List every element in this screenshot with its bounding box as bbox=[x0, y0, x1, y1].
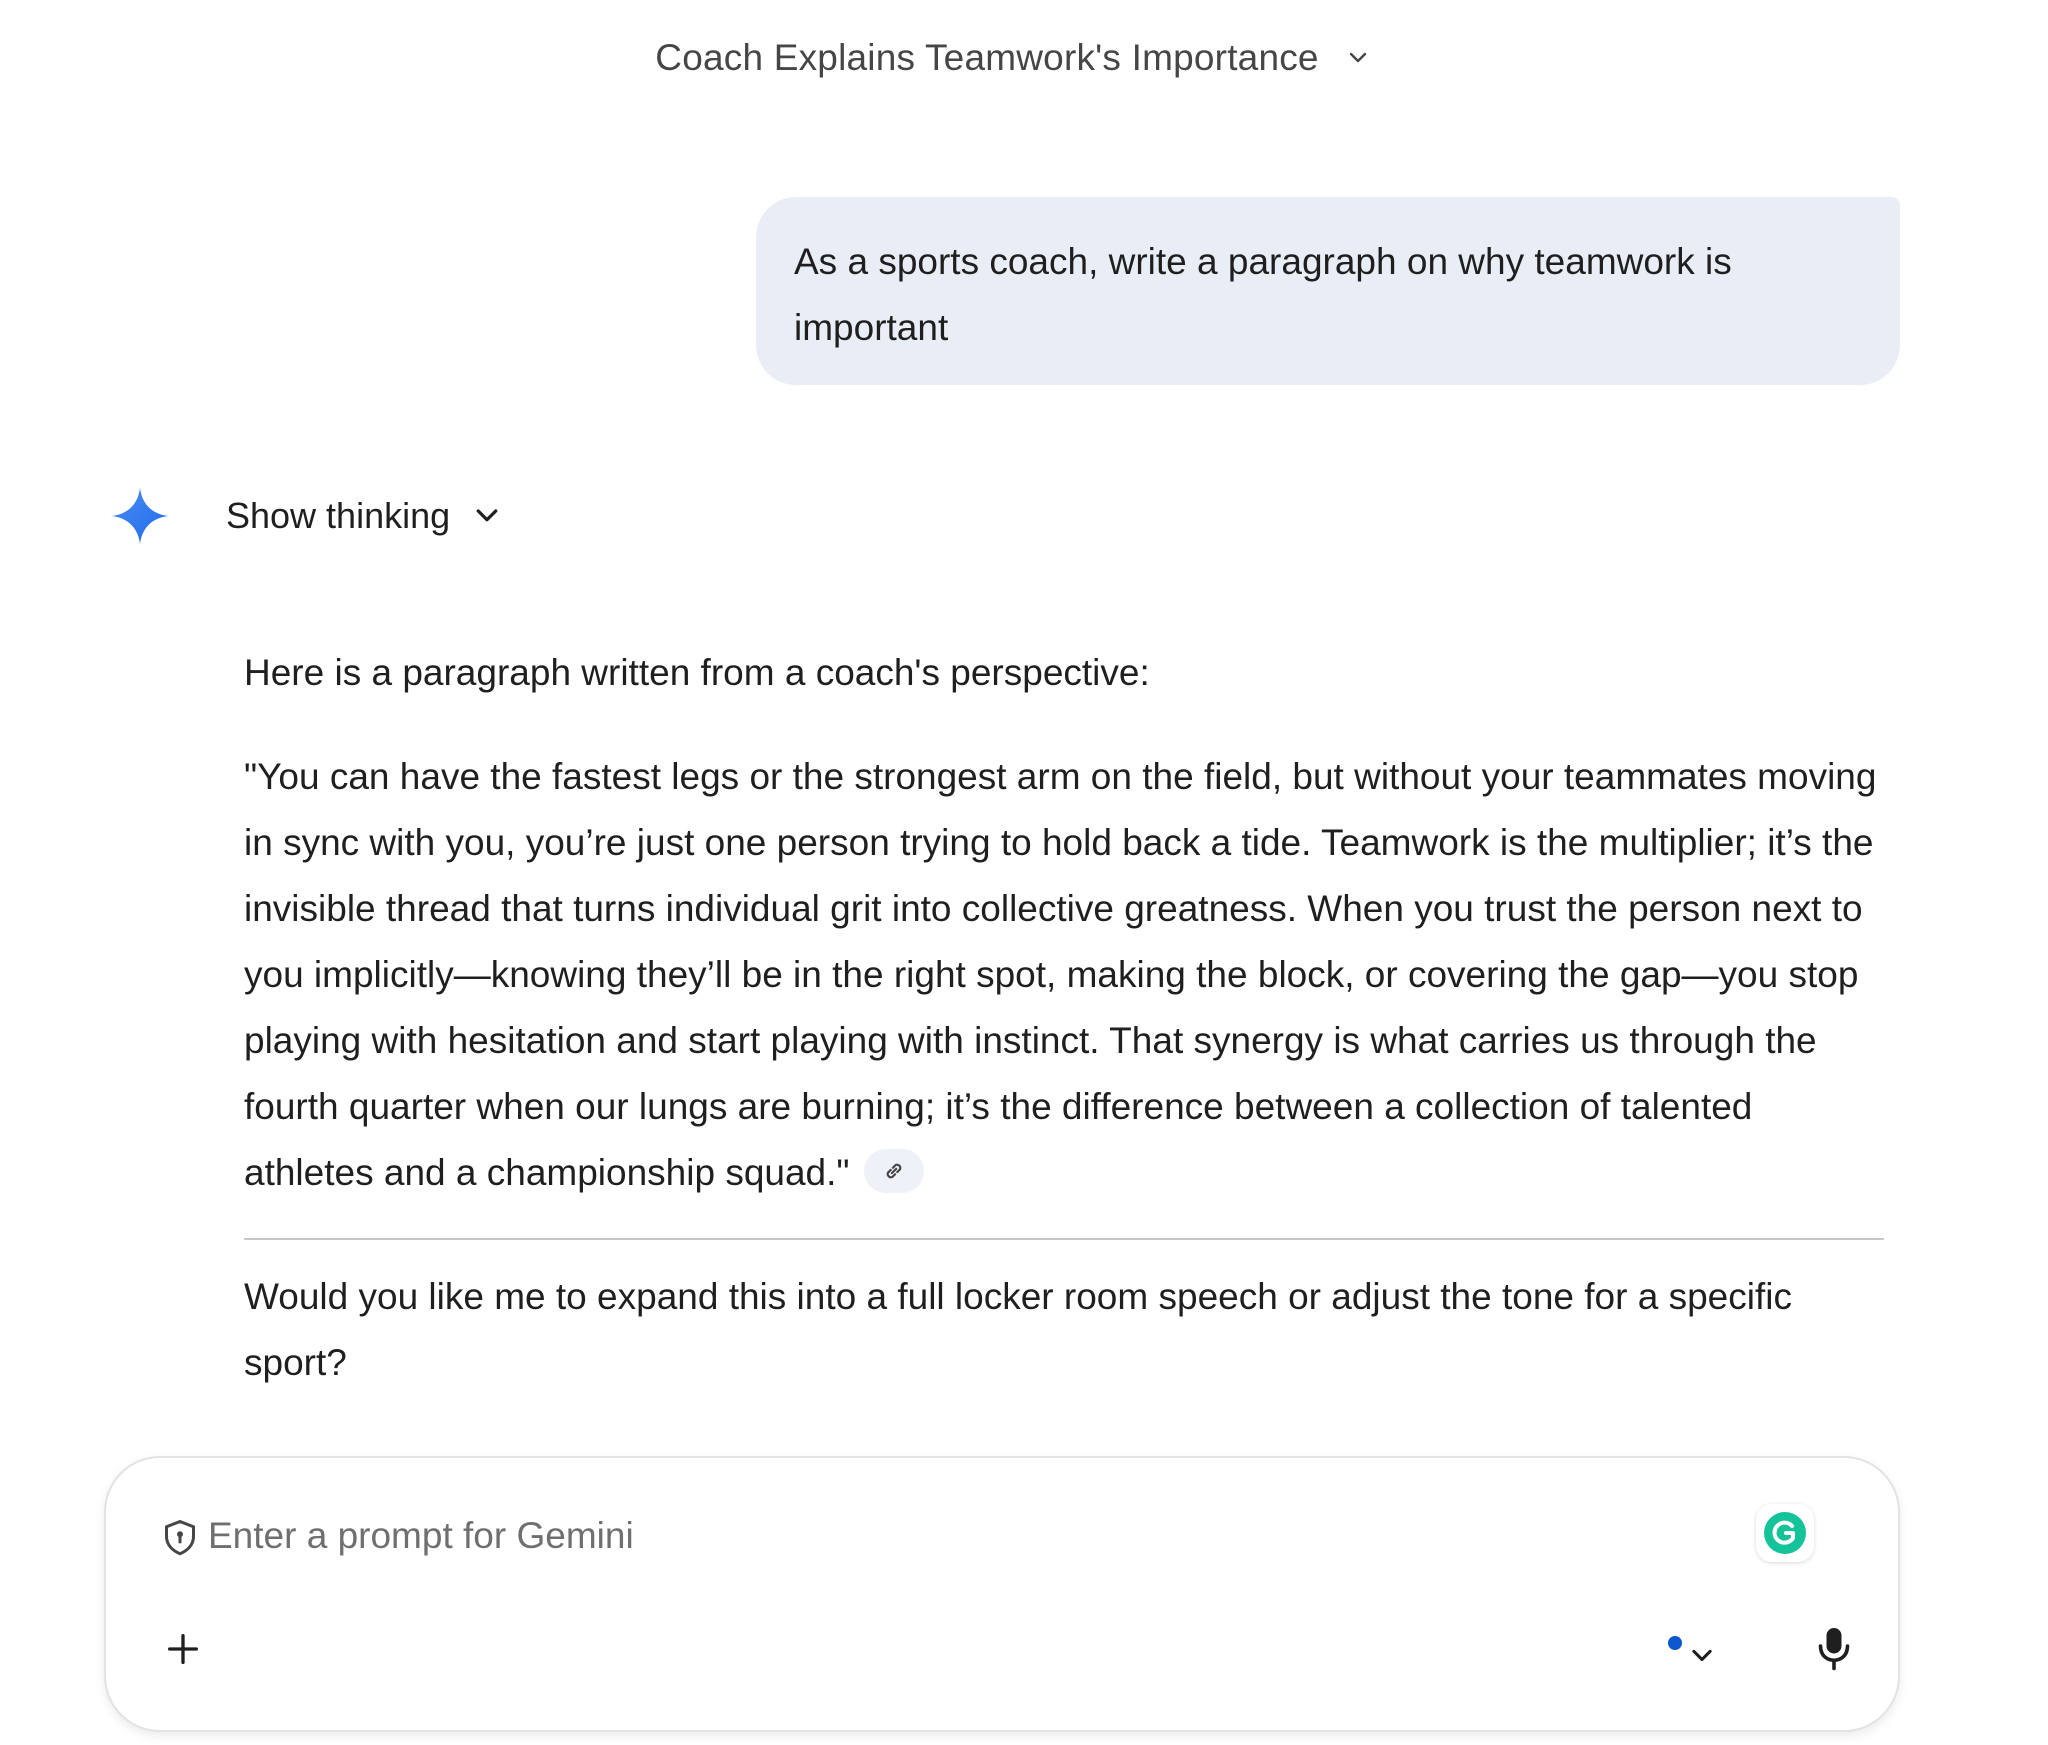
show-thinking-label: Show thinking bbox=[226, 495, 451, 536]
user-message-bubble bbox=[756, 197, 1900, 385]
add-attachment-button[interactable] bbox=[158, 1624, 208, 1674]
shield-icon bbox=[162, 1518, 198, 1558]
user-message-text: As a sports coach, write a paragraph on why teamwork is important bbox=[794, 241, 1732, 348]
mode-indicator-dot bbox=[1668, 1636, 1682, 1650]
response-followup: Would you like me to expand this into a full locker room speech or adjust the tone for a specific sport? bbox=[244, 1276, 1792, 1383]
response-header bbox=[110, 486, 502, 546]
link-icon bbox=[881, 1158, 907, 1184]
grammarly-icon[interactable] bbox=[1756, 1504, 1814, 1562]
model-mode-dropdown[interactable] bbox=[1658, 1630, 1722, 1674]
conversation-header bbox=[0, 30, 2048, 86]
microphone-button[interactable] bbox=[1810, 1622, 1858, 1676]
conversation-title: Coach Explains Teamwork's Importance bbox=[655, 37, 1319, 78]
show-thinking-toggle[interactable] bbox=[226, 495, 502, 537]
response-quote-paragraph bbox=[244, 744, 1884, 1206]
model-response bbox=[244, 640, 1884, 1396]
plus-icon bbox=[163, 1629, 203, 1669]
prompt-input-box bbox=[104, 1456, 1900, 1732]
chevron-down-icon bbox=[1343, 43, 1373, 73]
gemini-spark-icon bbox=[110, 486, 170, 546]
prompt-input[interactable] bbox=[208, 1506, 1708, 1566]
chevron-down-icon bbox=[1688, 1642, 1716, 1670]
response-intro: Here is a paragraph written from a coach's perspective: bbox=[244, 652, 1150, 693]
divider bbox=[244, 1238, 1884, 1240]
response-quote: "You can have the fastest legs or the strongest arm on the field, but without your teammates moving in sync with you, you’re just one person trying to hold back a tide. Teamwork is the multiplier; it’s the invisible thread that turns individual grit into collective greatness. When you trust the person next to you implicitly—knowing they’ll be in the right spot, making the block, or covering the gap—you stop playing with hesitation and start playing with instinct. That synergy is what carries us through the fourth quarter when our lungs are burning; it’s the difference between a collection of talented athletes and a championship squad." bbox=[244, 756, 1877, 1193]
microphone-icon bbox=[1816, 1625, 1852, 1673]
citation-link-chip[interactable] bbox=[864, 1149, 924, 1193]
chevron-down-icon bbox=[472, 501, 502, 531]
conversation-title-dropdown[interactable] bbox=[655, 37, 1372, 79]
